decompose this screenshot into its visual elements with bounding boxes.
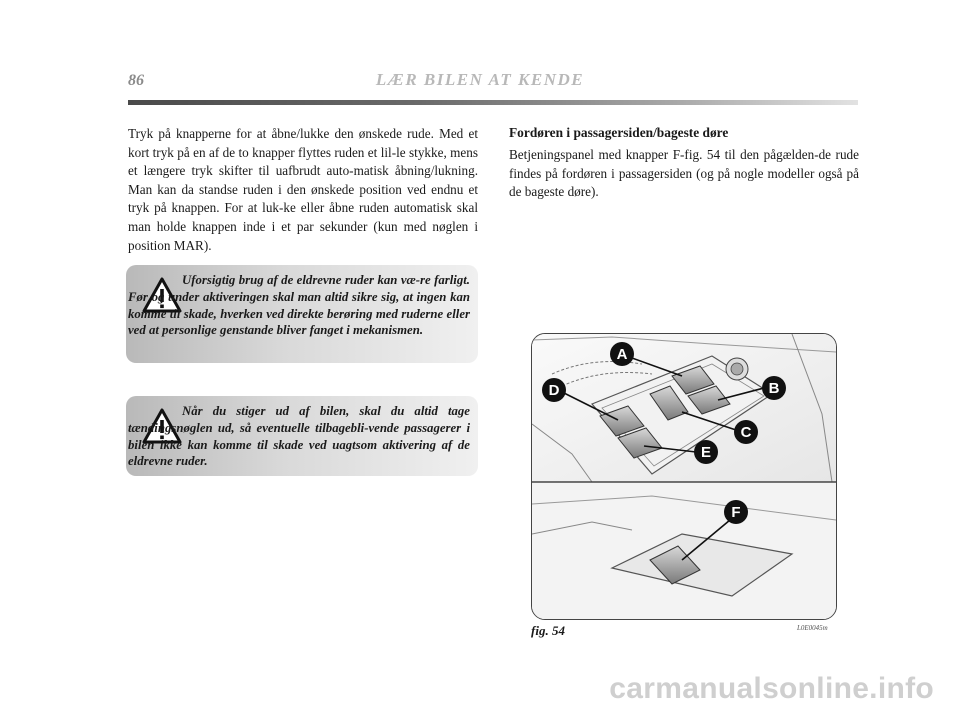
callout-b [762,376,786,400]
warning-text-1: Uforsigtig brug af de eldrevne ruder kan væ-re farligt. Før og under aktiveringen skal man altid sikre sig, at ingen kan komme til skade, hverken ved direkte berøring med ruderne eller ved at personlige genstande bliver fanget i mekanismen. [128,273,470,338]
section-heading: Fordøren i passagersiden/bageste døre [509,125,729,140]
warning-text-2: Når du stiger ud af bilen, skal du altid tage tændingsnøglen ud, så eventuelle tilbagebli-vende passagerer i bilen ikke kan komme til skade ved uagtsom aktivering af de eldrevne ruder. [128,404,470,469]
figure-code: L0E0045m [797,624,828,632]
page-number: 86 [128,72,144,89]
left-paragraph: Tryk på knapperne for at åbne/lukke den ønskede rude. Med et kort tryk på en af de to knapper flyttes ruden et lil-le stykke, mens et længere tryk skifter til uafbrudt auto-matisk åbning/lukning. Man kan da standse ruden i den ønskede position ved endnu et tryk på knappen. For at luk-ke eller åbne ruden automatisk skal man holde knappen inde i et par sekunder (kun med nøglen i position MAR). [128,126,478,253]
svg-text:B: B [768,380,780,397]
callout-a [610,342,634,366]
svg-text:D: D [548,382,560,399]
running-title: LÆR BILEN AT KENDE [375,70,585,89]
header-rule [128,100,858,105]
figure-caption: fig. 54 [531,623,565,638]
svg-text:E: E [700,444,712,461]
callout-d [542,378,566,402]
watermark: carmanualsonline.info [609,672,934,705]
door-panel-illustration [532,334,836,619]
svg-text:F: F [731,504,741,521]
warning-box-1 [126,265,478,363]
figure-54 [531,333,837,620]
callout-c [734,420,758,444]
warning-box-2 [126,396,478,476]
callout-e [694,440,718,464]
svg-text:A: A [616,346,628,363]
callout-f [724,500,748,524]
svg-text:C: C [740,424,752,441]
right-paragraph: Betjeningspanel med knapper F-fig. 54 til den pågælden-de rude findes på fordøren i passagersiden (og på nogle modeller også på de bageste døre). [509,147,859,200]
